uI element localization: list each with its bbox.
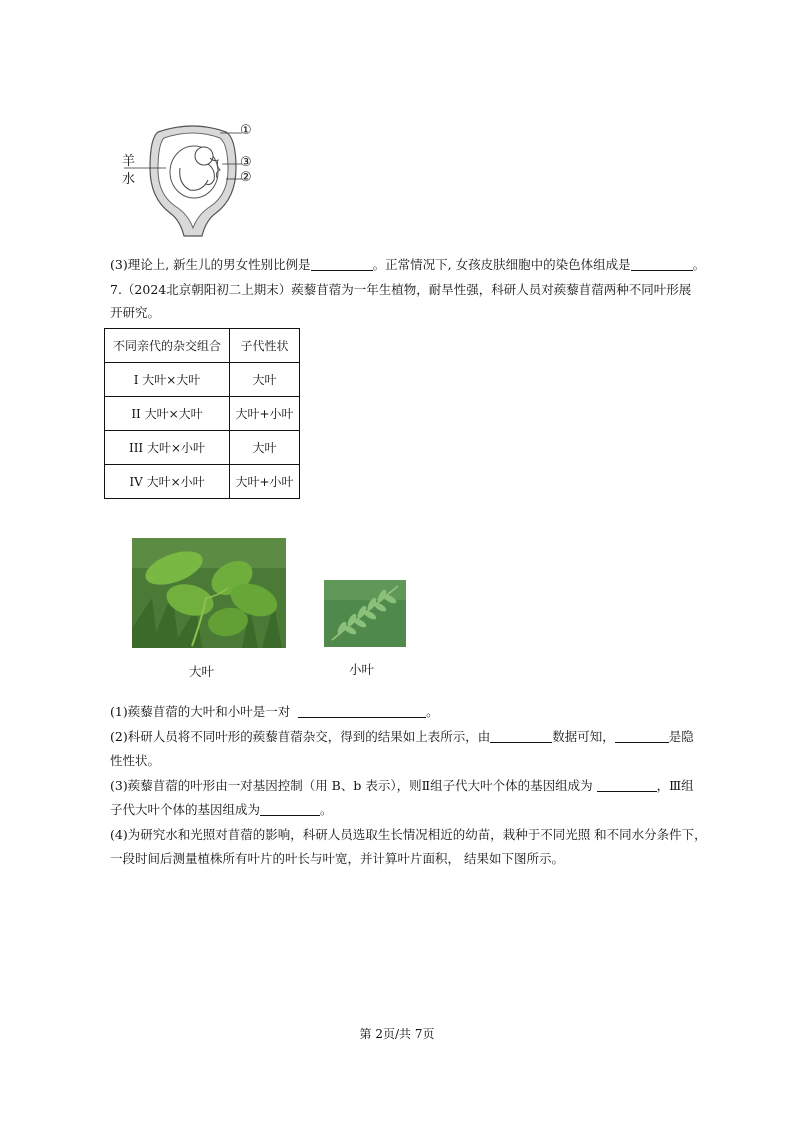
table-cell: 大叶+小叶 xyxy=(230,397,300,431)
q3g-text-c: 子代大叶个体的基因组成为 xyxy=(110,802,261,817)
q1-text-a: (1)蒺藜苜蓿的大叶和小叶是一对 xyxy=(110,704,291,719)
page-number: 第 2页/共 7页 xyxy=(359,1027,435,1041)
table-cell: III 大叶×小叶 xyxy=(105,431,230,465)
q3g-blank-2[interactable] xyxy=(260,801,320,816)
q1-text-b: 。 xyxy=(426,704,439,719)
small-leaf-photo xyxy=(324,580,406,647)
table-cell: IV 大叶×小叶 xyxy=(105,465,230,499)
small-leaf-caption: 小叶 xyxy=(349,662,375,677)
table-header-row xyxy=(105,329,300,363)
q3-text-c: 。 xyxy=(692,257,706,272)
q3g-blank-1[interactable] xyxy=(597,777,657,792)
marker-3: ③ xyxy=(240,155,252,170)
q2-blank-1[interactable] xyxy=(490,728,552,743)
table-cell: 大叶 xyxy=(230,363,300,397)
table-row xyxy=(105,465,300,499)
table-row xyxy=(105,363,300,397)
question-7-line-1: 7.（2024北京朝阳初二上期末）蒺藜苜蓿为一年生植物，耐旱性强，科研人员对蒺藜苜蓿两种不同叶形展 xyxy=(110,282,692,297)
table-row xyxy=(105,431,300,465)
big-leaf-image xyxy=(132,538,286,648)
big-leaf-caption: 大叶 xyxy=(189,664,215,679)
marker-1: ① xyxy=(240,123,252,138)
q2-text-c: 是隐 xyxy=(668,729,694,744)
question-3-line-1 xyxy=(110,775,694,797)
q3-blank-2[interactable] xyxy=(631,256,693,271)
table-header-cross: 不同亲代的杂交组合 xyxy=(105,329,230,363)
q3g-text-d: 。 xyxy=(320,802,333,817)
amniotic-label-2: 水 xyxy=(122,172,136,187)
table-cell: II 大叶×大叶 xyxy=(105,397,230,431)
table-header-offspring: 子代性状 xyxy=(230,329,300,363)
marker-2: ② xyxy=(240,170,252,185)
q2-blank-2[interactable] xyxy=(615,728,669,743)
uterus-diagram xyxy=(118,118,268,244)
question-2-line-1 xyxy=(110,726,694,748)
table-cell: I 大叶×大叶 xyxy=(105,363,230,397)
question-7-line-2: 开研究。 xyxy=(110,305,161,320)
question-2-line-2: 性性状。 xyxy=(110,753,161,768)
q3-text-b: 。正常情况下, 女孩皮肤细胞中的染色体组成是 xyxy=(372,257,631,272)
q3-blank-1[interactable] xyxy=(311,256,373,271)
cross-results-table xyxy=(104,328,300,499)
question-4-line-2: 一段时间后测量植株所有叶片的叶长与叶宽，并计算叶片面积， 结果如下图所示。 xyxy=(110,851,564,866)
question-3-sex-ratio xyxy=(110,254,705,276)
q2-text-a: (2)科研人员将不同叶形的蒺藜苜蓿杂交，得到的结果如上表所示，由 xyxy=(110,729,491,744)
question-4-line-1: (4)为研究水和光照对苜蓿的影响，科研人员选取生长情况相近的幼苗，栽种于不同光照 和不同水分条件下， xyxy=(110,827,707,842)
q3g-text-b: ，Ⅲ组 xyxy=(656,778,694,793)
table-cell: 大叶 xyxy=(230,431,300,465)
big-leaf-photo xyxy=(132,538,286,648)
q3-text-a: (3)理论上, 新生儿的男女性别比例是 xyxy=(110,257,311,272)
table-cell: 大叶+小叶 xyxy=(230,465,300,499)
table-row xyxy=(105,397,300,431)
question-1 xyxy=(110,701,439,723)
q3g-text-a: (3)蒺藜苜蓿的叶形由一对基因控制（用 B、b 表示），则Ⅱ组子代大叶个体的基因组成为 xyxy=(110,778,593,793)
amniotic-label-1: 羊 xyxy=(122,154,136,169)
question-3-line-2 xyxy=(110,799,333,821)
q2-text-b: 数据可知， xyxy=(552,729,615,744)
small-leaf-image xyxy=(324,580,406,647)
q1-blank[interactable] xyxy=(298,703,426,718)
